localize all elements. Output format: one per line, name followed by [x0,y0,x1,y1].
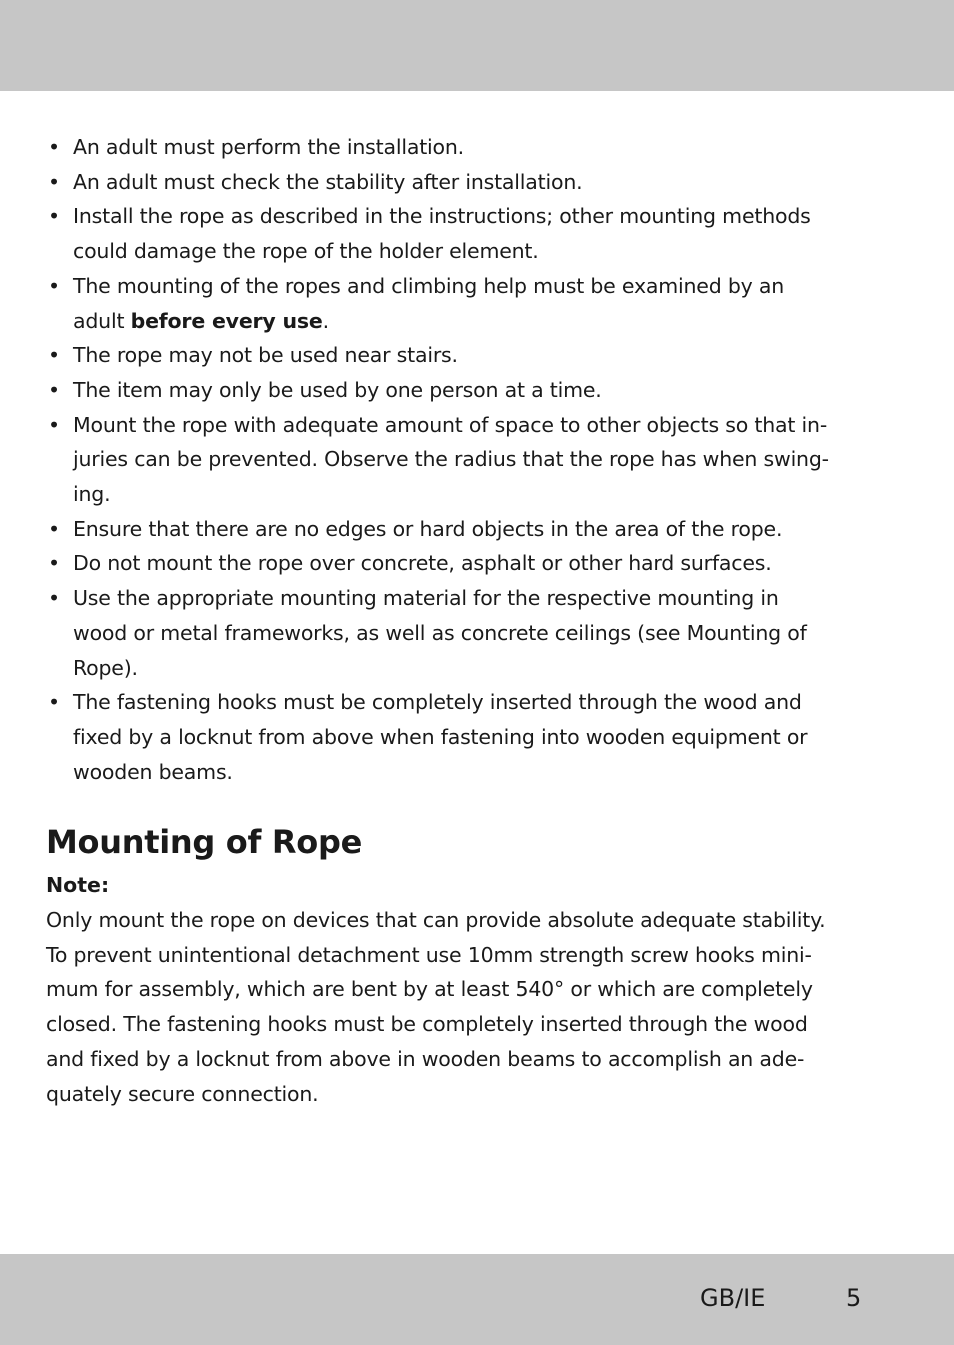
bullet-item [46,199,910,268]
bullet-text: The mounting of the ropes and climbing help must be examined by an adult [73,273,785,333]
bullet-icon: • [48,135,60,159]
bullet-item [46,581,910,685]
bullet-item [46,546,910,581]
note-label: Note: [46,873,110,898]
bullet-text: The rope may not be used near stairs. [73,343,458,368]
footer-language: GB/IE [700,1284,766,1312]
bullet-item [46,165,910,200]
note-text: Only mount the rope on devices that can provide absolute adequate stability. To prevent unintentional detachment use 10mm strength screw hooks mini- mum for assembly, which are bent by at least 540° or which are completely closed. The fastening hooks must be completely inserted through the wood and fixed by a locknut from above in wooden beams to accomplish an ade- quately secure connection. [46,908,826,1106]
bullet-item [46,512,910,547]
bullet-item [46,269,910,338]
bullet-text: An adult must perform the installation. [73,135,464,159]
footer-band [0,1254,954,1345]
bullet-icon: • [48,690,60,715]
bullet-text: Use the appropriate mounting material for the respective mounting in wood or metal frameworks, as well as concrete ceilings (see Mounting of Rope). [73,586,807,680]
bullet-item [46,373,910,408]
bullet-text: Install the rope as described in the instructions; other mounting methods could damage the rope of the holder element. [73,204,811,264]
bullet-item [46,338,910,373]
bullet-icon: • [48,343,60,368]
bullet-icon: • [48,516,60,541]
page-content [46,130,910,1111]
bullet-icon: • [48,586,60,611]
page-number: 5 [846,1284,862,1312]
bullet-text: The item may only be used by one person at a time. [73,377,602,402]
bullet-icon: • [48,412,60,437]
bullet-text: Ensure that there are no edges or hard objects in the area of the rope. [73,516,783,541]
bullet-text-end: . [322,308,329,333]
bullet-item [46,130,910,165]
bullet-icon: • [48,204,60,229]
bullet-text: Do not mount the rope over concrete, asphalt or other hard surfaces. [73,551,772,576]
bullet-text: An adult must check the stability after installation. [73,169,583,194]
emphasis-text: before every use [130,308,323,333]
bullet-item [46,408,910,512]
bullet-text: Mount the rope with adequate amount of space to other objects so that in- juries can be prevented. Observe the radius that the rope has when swing- ing. [73,412,829,507]
bullet-icon: • [48,551,60,576]
bullet-icon: • [48,169,60,194]
section-title: Mounting of Rope [46,823,362,862]
safety-bullet-list [46,130,910,789]
bullet-icon: • [48,273,60,298]
header-band [0,0,954,91]
bullet-item [46,685,910,789]
bullet-icon: • [48,377,60,402]
bullet-text: The fastening hooks must be completely inserted through the wood and fixed by a locknut from above when fastening into wooden equipment or wooden beams. [73,690,808,784]
